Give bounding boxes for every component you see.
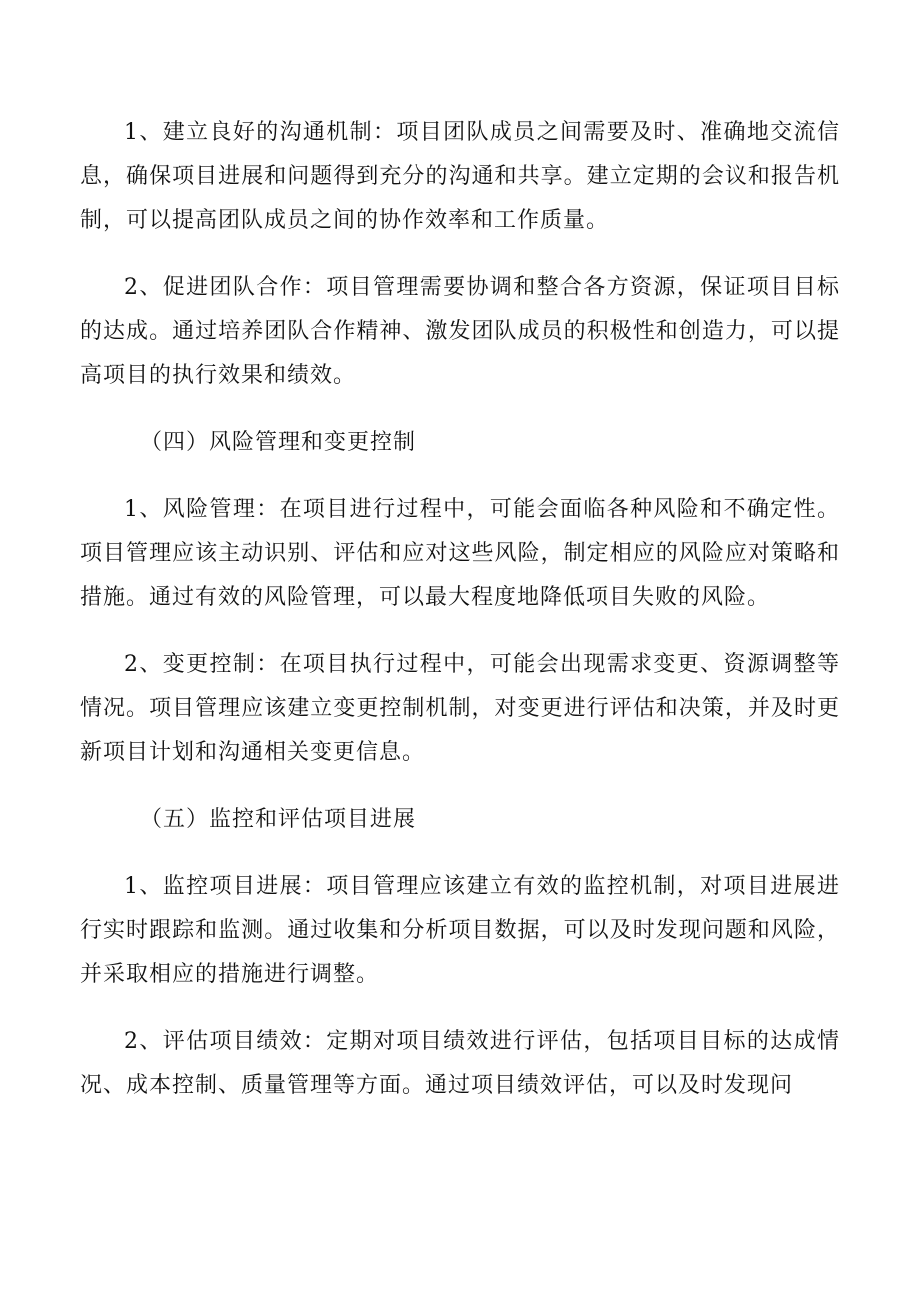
paragraph-evaluation: 2、评估项目绩效：定期对项目绩效进行评估，包括项目目标的达成情况、成本控制、质量管理等方面。通过项目绩效评估，可以及时发现问 (80, 1029, 840, 1098)
section-heading-risk: （四）风险管理和变更控制 (140, 430, 417, 455)
paragraph-monitoring: 1、监控项目进展：项目管理应该建立有效的监控机制，对项目进展进行实时跟踪和监测。通过收集和分析项目数据，可以及时发现问题和风险，并采取相应的措施进行调整。 (80, 874, 840, 987)
paragraph-communication: 1、建立良好的沟通机制：项目团队成员之间需要及时、准确地交流信息，确保项目进展和问题得到充分的沟通和共享。建立定期的会议和报告机制，可以提高团队成员之间的协作效率和工作质量。 (80, 120, 840, 233)
paragraph-risk-management: 1、风险管理：在项目进行过程中，可能会面临各种风险和不确定性。项目管理应该主动识别、评估和应对这些风险，制定相应的风险应对策略和措施。通过有效的风险管理，可以最大程度地降低项目失败的风险。 (80, 497, 840, 610)
paragraph-teamwork: 2、促进团队合作：项目管理需要协调和整合各方资源，保证项目目标的达成。通过培养团队合作精神、激发团队成员的积极性和创造力，可以提高项目的执行效果和绩效。 (80, 275, 840, 388)
paragraph-change-control: 2、变更控制：在项目执行过程中，可能会出现需求变更、资源调整等情况。项目管理应该建立变更控制机制，对变更进行评估和决策，并及时更新项目计划和沟通相关变更信息。 (80, 652, 840, 765)
section-heading-monitoring: （五）监控和评估项目进展 (140, 807, 417, 832)
